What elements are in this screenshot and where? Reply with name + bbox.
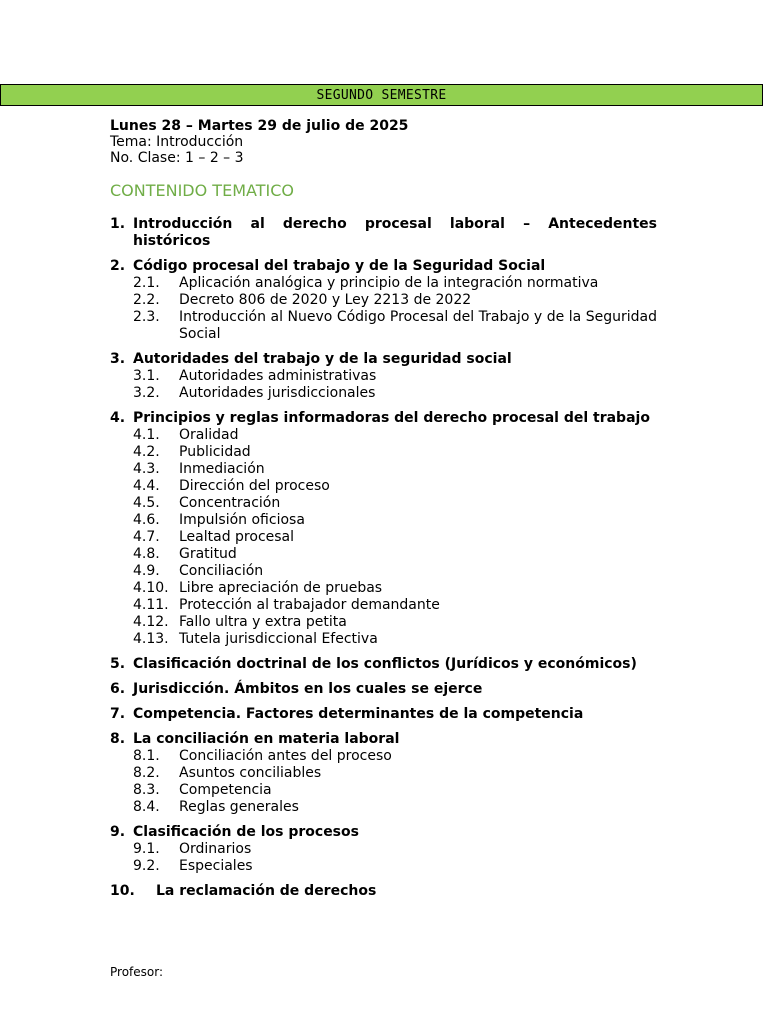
subtopic-item	[133, 597, 657, 614]
subtopic-item	[133, 385, 657, 402]
topic-title: Principios y reglas informadoras del derecho procesal del trabajo	[133, 410, 650, 426]
subtopic-text: Conciliación	[179, 563, 264, 579]
subtopic-item	[133, 495, 657, 512]
topic-item	[110, 258, 657, 343]
subtopic-text: Oralidad	[179, 427, 239, 443]
subtopic-item	[133, 478, 657, 495]
subtopic-text: Lealtad procesal	[179, 529, 295, 545]
subtopic-number: 8.1.	[133, 748, 160, 764]
subtopic-number: 4.12.	[133, 614, 169, 630]
subtopic-item	[133, 546, 657, 563]
subtopic-number: 4.11.	[133, 597, 169, 613]
subtopic-item	[133, 275, 657, 292]
topic-item	[110, 216, 657, 250]
topic-number: 5.	[110, 656, 126, 672]
topic-number: 10.	[110, 883, 135, 899]
subtopic-text: Decreto 806 de 2020 y Ley 2213 de 2022	[179, 292, 472, 308]
subtopic-text: Autoridades jurisdiccionales	[179, 385, 376, 401]
topic-heading	[110, 410, 657, 427]
semester-banner: SEGUNDO SEMESTRE	[0, 84, 763, 106]
topic-heading	[110, 351, 657, 368]
document-body	[110, 118, 657, 908]
subtopic-item	[133, 444, 657, 461]
topic-title: Clasificación de los procesos	[133, 824, 359, 840]
subtopic-item	[133, 782, 657, 799]
subtopic-number: 4.7.	[133, 529, 160, 545]
topic-list	[110, 216, 657, 900]
subtopic-text: Introducción al Nuevo Código Procesal del Trabajo y de la Seguridad Social	[179, 309, 657, 342]
subtopic-number: 3.2.	[133, 385, 160, 401]
subtopic-item	[133, 368, 657, 385]
topic-item	[110, 410, 657, 648]
topic-item	[110, 706, 657, 723]
subtopic-text: Fallo ultra y extra petita	[179, 614, 347, 630]
topic-heading	[110, 258, 657, 275]
topic-heading	[110, 706, 657, 723]
subtopic-item	[133, 841, 657, 858]
subtopic-item	[133, 529, 657, 546]
subtopic-item	[133, 631, 657, 648]
subtopic-text: Tutela jurisdiccional Efectiva	[179, 631, 378, 647]
topic-item	[110, 824, 657, 875]
topic-heading	[110, 216, 657, 250]
tema-line: Tema: Introducción	[110, 134, 244, 150]
contenido-heading: CONTENIDO TEMATICO	[110, 181, 294, 200]
subtopic-text: Reglas generales	[179, 799, 299, 815]
topic-number: 4.	[110, 410, 126, 426]
subtopic-text: Protección al trabajador demandante	[179, 597, 440, 613]
subtopic-number: 3.1.	[133, 368, 160, 384]
subtopic-number: 4.13.	[133, 631, 169, 647]
subtopic-text: Publicidad	[179, 444, 251, 460]
subtopic-item	[133, 580, 657, 597]
subtopic-number: 4.8.	[133, 546, 160, 562]
subtopic-item	[133, 427, 657, 444]
topic-number: 3.	[110, 351, 126, 367]
topic-number: 8.	[110, 731, 126, 747]
topic-number: 6.	[110, 681, 126, 697]
subtopic-number: 4.4.	[133, 478, 160, 494]
topic-number: 2.	[110, 258, 126, 274]
topic-title: Código procesal del trabajo y de la Seguridad Social	[133, 258, 546, 274]
subtopic-text: Libre apreciación de pruebas	[179, 580, 383, 596]
topic-heading	[110, 656, 657, 673]
subtopic-text: Autoridades administrativas	[179, 368, 377, 384]
subtopic-number: 8.4.	[133, 799, 160, 815]
subtopic-item	[133, 512, 657, 529]
subtopic-number: 9.1.	[133, 841, 160, 857]
subtopic-number: 2.3.	[133, 309, 160, 325]
topic-heading	[110, 824, 657, 841]
subtopic-number: 2.1.	[133, 275, 160, 291]
subtopic-number: 2.2.	[133, 292, 160, 308]
subtopic-text: Competencia	[179, 782, 272, 798]
subtopic-text: Gratitud	[179, 546, 237, 562]
topic-item	[110, 731, 657, 816]
subtopic-item	[133, 614, 657, 631]
topic-title: La conciliación en materia laboral	[133, 731, 400, 747]
topic-number: 7.	[110, 706, 126, 722]
subtopic-text: Aplicación analógica y principio de la integración normativa	[179, 275, 599, 291]
subtopic-text: Dirección del proceso	[179, 478, 330, 494]
date-line: Lunes 28 – Martes 29 de julio de 2025	[110, 118, 409, 134]
subtopic-item	[133, 563, 657, 580]
topic-item	[110, 681, 657, 698]
subtopic-text: Asuntos conciliables	[179, 765, 322, 781]
subtopic-item	[133, 309, 657, 343]
subtopic-item	[133, 748, 657, 765]
subtopic-number: 8.2.	[133, 765, 160, 781]
subtopic-number: 4.10.	[133, 580, 169, 596]
clase-line: No. Clase: 1 – 2 – 3	[110, 150, 244, 166]
subtopic-item	[133, 461, 657, 478]
subtopic-number: 4.1.	[133, 427, 160, 443]
subtopic-text: Ordinarios	[179, 841, 252, 857]
topic-title: La reclamación de derechos	[156, 883, 377, 899]
topic-number: 1.	[110, 216, 126, 232]
topic-heading	[110, 883, 657, 900]
subtopic-text: Impulsión oficiosa	[179, 512, 305, 528]
subtopic-item	[133, 799, 657, 816]
subtopic-item	[133, 765, 657, 782]
subtopic-item	[133, 858, 657, 875]
subtopic-number: 4.3.	[133, 461, 160, 477]
subtopic-number: 4.6.	[133, 512, 160, 528]
topic-item	[110, 883, 657, 900]
subtopic-number: 4.2.	[133, 444, 160, 460]
topic-title: Competencia. Factores determinantes de la competencia	[133, 706, 584, 722]
topic-title: Autoridades del trabajo y de la seguridad social	[133, 351, 512, 367]
profesor-label: Profesor:	[110, 965, 164, 979]
subtopic-text: Conciliación antes del proceso	[179, 748, 392, 764]
subtopic-number: 4.5.	[133, 495, 160, 511]
topic-title: Clasificación doctrinal de los conflictos (Jurídicos y económicos)	[133, 656, 637, 672]
subtopic-item	[133, 292, 657, 309]
subtopic-number: 8.3.	[133, 782, 160, 798]
subtopic-text: Inmediación	[179, 461, 265, 477]
topic-heading	[110, 731, 657, 748]
subtopic-number: 9.2.	[133, 858, 160, 874]
topic-number: 9.	[110, 824, 126, 840]
subtopic-number: 4.9.	[133, 563, 160, 579]
topic-title: Introducción al derecho procesal laboral – Antecedentes históricos	[133, 216, 657, 249]
topic-heading	[110, 681, 657, 698]
subtopic-text: Especiales	[179, 858, 253, 874]
topic-item	[110, 656, 657, 673]
subtopic-text: Concentración	[179, 495, 281, 511]
topic-title: Jurisdicción. Ámbitos en los cuales se ejerce	[133, 681, 483, 697]
topic-item	[110, 351, 657, 402]
